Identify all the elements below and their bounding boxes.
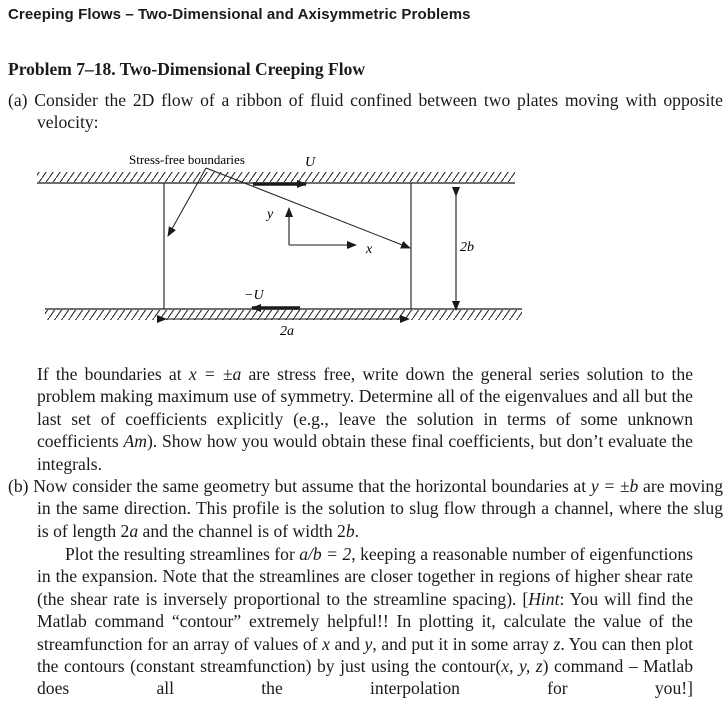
y-axis-label: y [267,207,274,222]
problem-title: Problem 7–18. Two-Dimensional Creeping Flow [8,59,365,79]
top-plate-hatching [37,172,515,182]
math-x-pm-a: x = ±a [188,364,242,384]
part-a-question: If the boundaries at x = ±a are stress free, write down the general series solution to the problem making maximum use of symmetry. Determine all of the eigenvalues and all but the last set of coefficients explicitly (e.g., leave the solution in terms of some unknown coefficients Am). Show how you would obtain these final coefficients, but don’t evaluate the integrals. [37,364,693,474]
stress-free-label: Stress-free boundaries [129,152,245,167]
math-y-pm-b: y = ±b [590,476,639,496]
x-axis-label: x [366,242,373,257]
bottom-velocity-label: −U [244,288,264,303]
top-velocity-label: U [305,155,316,170]
part-b-label: (b) [8,476,29,496]
math-am: Am [123,431,147,452]
part-a-intro [8,89,723,134]
hint-label: Hint [528,588,560,609]
channel-figure [0,148,712,342]
width-label: 2a [280,324,294,339]
math-a-over-b: a/b = 2 [299,544,352,564]
chapter-header: Creeping Flows – Two-Dimensional and Axisymmetric Problems [8,6,471,23]
part-b-intro: (b) Now consider the same geometry but assume that the horizontal boundaries at y = ±b are moving in the same direction. This profile is the solution to slug flow through a channel, where the slug is of length 2a and the channel is of width 2b. [8,476,723,541]
part-a-label: (a) [8,90,28,110]
height-label: 2b [460,240,474,255]
part-b-plot-instructions: Plot the resulting streamlines for a/b = 2, keeping a reasonable number of eigenfunctions in the expansion. Note that the streamlines are closer together in regions of higher shear rate (the shear rate is inversely proportional to the streamline spacing). [Hint: You will find the Matlab command “contour” extremely helpful!! In plotting it, calculate the value of the streamfunction for an array of values of x and y, and put it in some array z. You can then plot the contours (constant streamfunction) by just using the contour(x, y, z) command – Matlab does all the interpolation for you!] [37,544,694,699]
part-a-intro-text: Consider the 2D flow of a ribbon of fluid confined between two plates moving with opposite velocity: [34,90,723,133]
